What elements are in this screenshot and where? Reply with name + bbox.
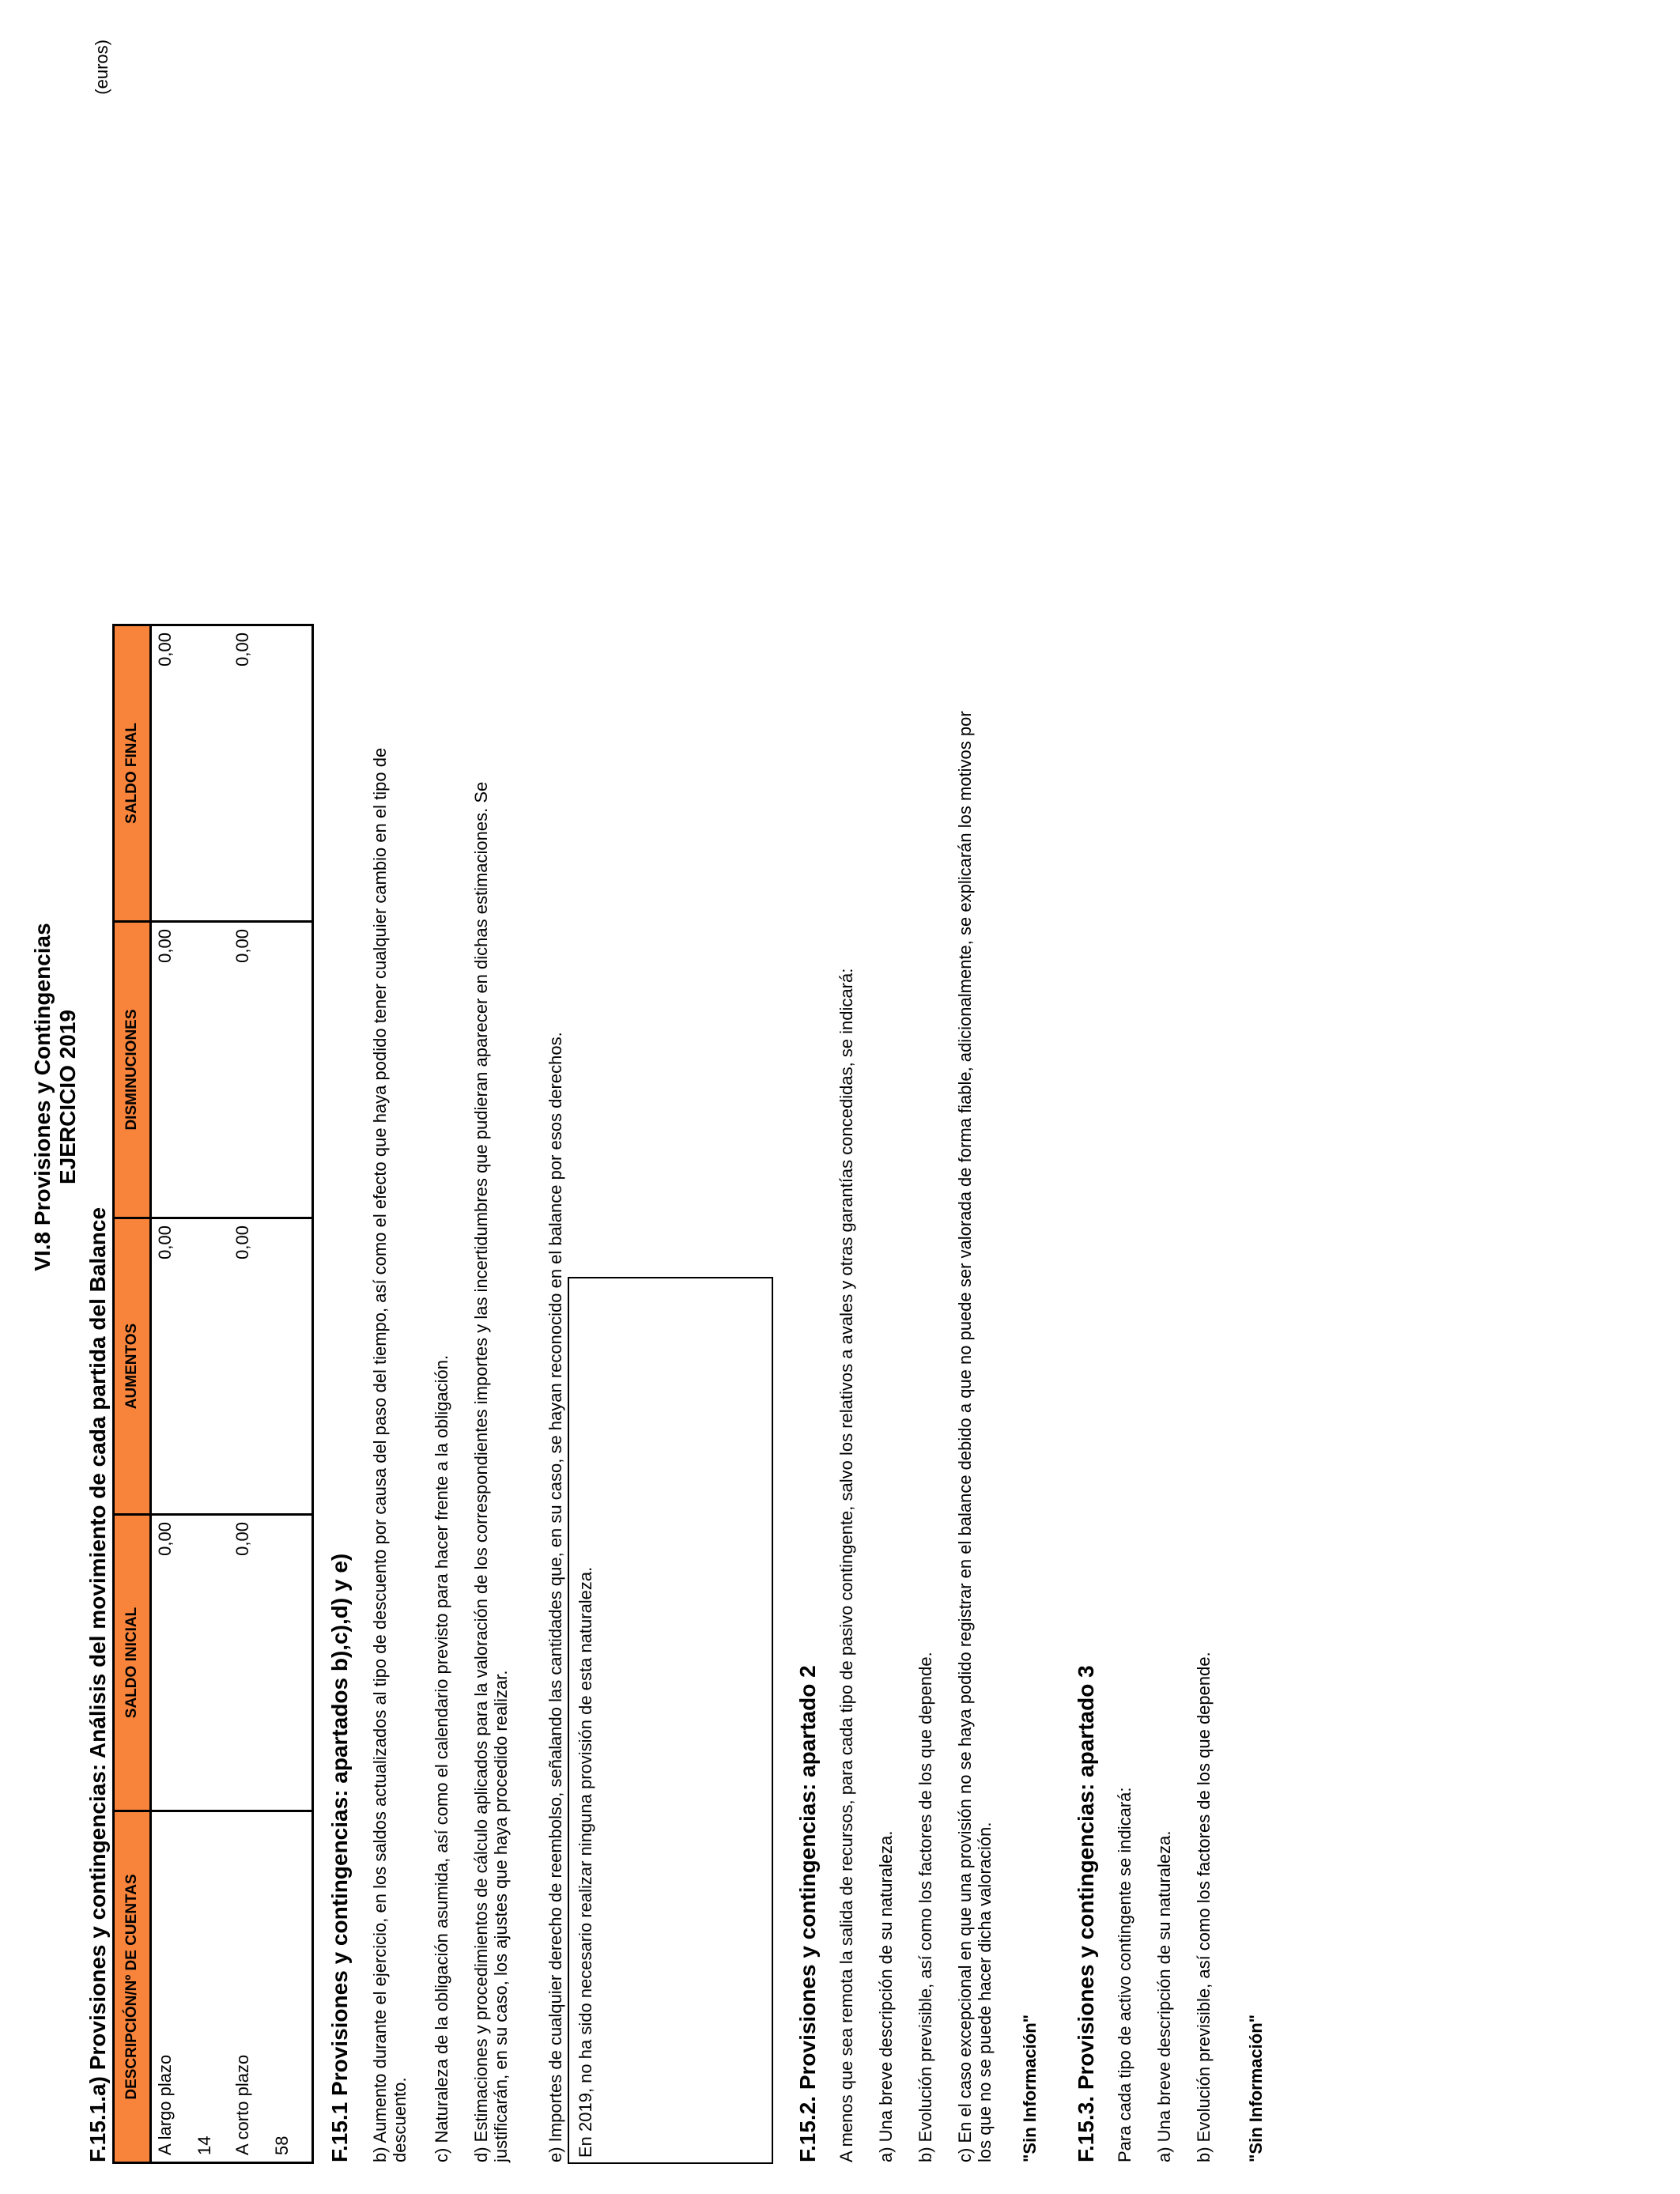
- row-description: A largo plazo: [155, 2054, 175, 2155]
- section-153-item-a: a) Una breve descripción de su naturaleza.: [1154, 1830, 1174, 2162]
- section-153-sin-informacion: "Sin Información": [1246, 2014, 1266, 2162]
- cell-saldo-final: 0,00: [229, 625, 313, 922]
- section-152-sin-informacion: "Sin Información": [1020, 2014, 1040, 2162]
- section-152-item-a: a) Una breve descripción de su naturaleza.: [876, 1830, 896, 2162]
- response-box: [568, 1277, 773, 2164]
- cell-saldo-inicial: 0,00: [229, 1515, 313, 1811]
- table-header-row: [114, 625, 151, 2163]
- col-header-saldo-inicial: SALDO INICIAL: [114, 1515, 151, 1811]
- provisions-table: [112, 624, 314, 2164]
- unit-label: (euros): [92, 40, 111, 95]
- section-152-intro: A menos que sea remota la salida de recursos, para cada tipo de pasivo contingente, salvo los relativos a avales y otras garantías concedidas, se indicará:: [836, 968, 856, 2162]
- col-header-disminuciones: DISMINUCIONES: [114, 922, 151, 1218]
- section-152-item-b: b) Evolución previsible, así como los factores de los que depende.: [916, 1652, 935, 2162]
- section-151-item-b: b) Aumento durante el ejercicio, en los saldos actualizados al tipo de descuento por causa del paso del tiempo, así como el efecto que haya podido tener cualquier cambio en el tipo de descuento.: [370, 747, 410, 2162]
- section-152-heading: F.15.2. Provisiones y contingencias: apartado 2: [795, 1665, 820, 2162]
- table-row: [151, 625, 230, 2163]
- page-subtitle: EJERCICIO 2019: [55, 1010, 80, 1184]
- response-text: En 2019, no ha sido necesario realizar ninguna provisión de esta naturaleza.: [576, 1566, 595, 2158]
- section-153-heading: F.15.3. Provisiones y contingencias: apartado 3: [1074, 1665, 1098, 2162]
- section-151-item-e: e) Importes de cualquier derecho de reembolso, señalando las cantidades que, en su caso, se hayan reconocido en el balance por esos derechos.: [546, 1032, 565, 2162]
- row-description: A corto plazo: [232, 2054, 252, 2155]
- cell-disminuciones: 0,00: [229, 922, 313, 1218]
- col-header-saldo-final: SALDO FINAL: [114, 625, 151, 922]
- section-153-item-b: b) Evolución previsible, así como los factores de los que depende.: [1194, 1652, 1214, 2162]
- cell-saldo-inicial: 0,00: [151, 1515, 230, 1811]
- cell-aumentos: 0,00: [229, 1218, 313, 1515]
- col-header-aumentos: AUMENTOS: [114, 1218, 151, 1515]
- table-row: [229, 625, 313, 2163]
- section-151-item-d: d) Estimaciones y procedimientos de cálculo aplicados para la valoración de los correspondientes importes y las incertidumbres que pudieran aparecer en dichas estimaciones. Se justificarán, en su caso, los ajustes que haya procedido realizar.: [471, 781, 511, 2162]
- col-header-descripcion: DESCRIPCIÓN/Nº DE CUENTAS: [114, 1811, 151, 2163]
- page-title: VI.8 Provisiones y Contingencias: [30, 923, 55, 1271]
- cell-disminuciones: 0,00: [151, 922, 230, 1218]
- section-152-item-c: c) En el caso excepcional en que una provisión no se haya podido registrar en el balance debido a que no puede ser valorada de forma fiable, adicionalmente, se explicarán los motivos por los que no se puede hacer dicha valoración.: [955, 711, 995, 2162]
- section-151-heading: F.15.1 Provisiones y contingencias: apartados b),c),d) y e): [327, 1553, 352, 2162]
- row-description-cell: [151, 1811, 230, 2163]
- cell-saldo-final: 0,00: [151, 625, 230, 922]
- section-151-item-c: c) Naturaleza de la obligación asumida, así como el calendario previsto para hacer frente a la obligación.: [432, 1354, 451, 2162]
- row-account-code: 14: [194, 2135, 214, 2155]
- row-description-cell: [229, 1811, 313, 2163]
- section-153-intro: Para cada tipo de activo contingente se indicará:: [1115, 1787, 1134, 2162]
- cell-aumentos: 0,00: [151, 1218, 230, 1515]
- row-account-code: 58: [272, 2135, 292, 2155]
- table-section-heading: F.15.1.a) Provisiones y contingencias: Análisis del movimiento de cada partida del Balance: [85, 1207, 110, 2162]
